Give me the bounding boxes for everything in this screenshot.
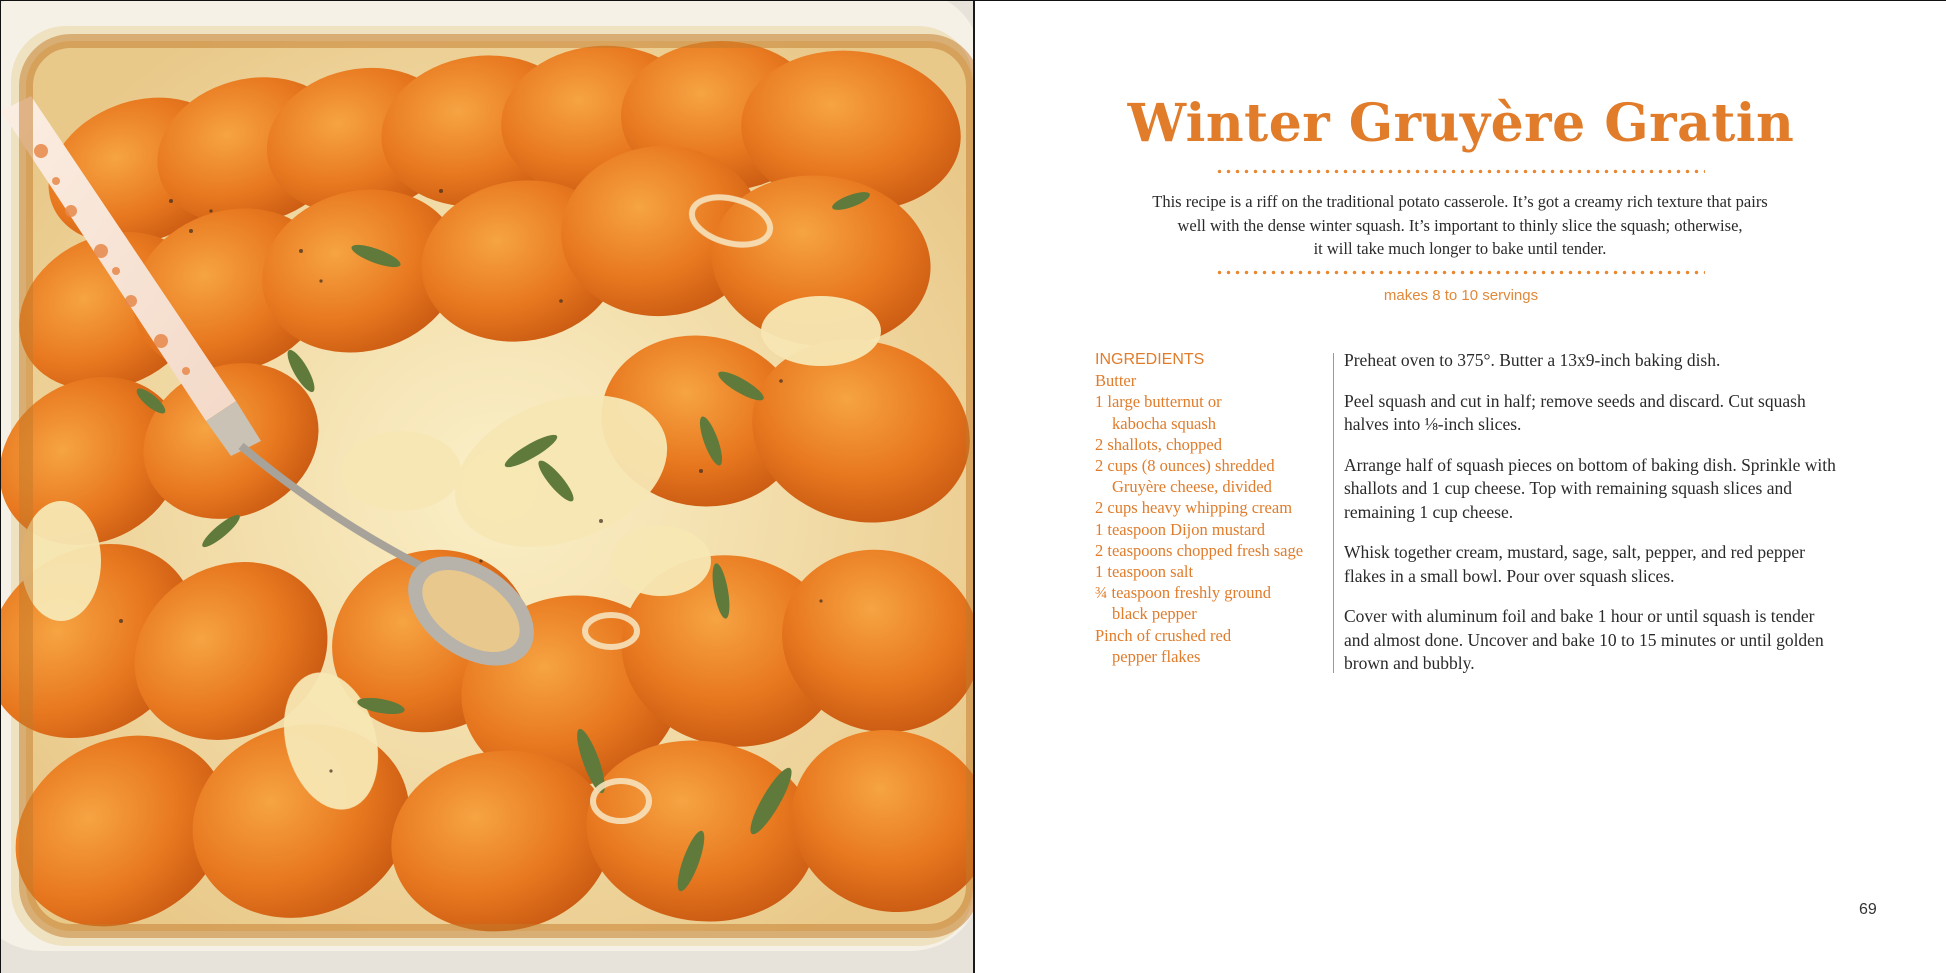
instruction-step: Cover with aluminum foil and bake 1 hour or until squash is tender and almost done. Uncover and bake 10 to 15 minutes or until golden brown and bubbly.	[1344, 606, 1824, 673]
dotted-divider-bottom	[1215, 270, 1705, 275]
dotted-divider-top	[1215, 169, 1705, 174]
instruction-step: Arrange half of squash pieces on bottom of baking dish. Sprinkle with shallots and 1 cup cheese. Top with remaining squash slices and remaining 1 cup cheese.	[1344, 454, 1836, 522]
ingredient-item: pepper flakes	[1112, 646, 1201, 666]
ingredient-item: 1 teaspoon Dijon mustard	[1095, 519, 1266, 539]
page-number: 69	[1859, 901, 1877, 918]
ingredient-item: 1 large butternut or	[1095, 392, 1222, 412]
column-divider	[1333, 353, 1334, 673]
ingredient-item: ¾ teaspoon freshly ground	[1095, 583, 1271, 603]
ingredient-item: 2 shallots, chopped	[1095, 434, 1222, 454]
ingredient-item: Pinch of crushed red	[1095, 625, 1232, 645]
recipe-title: Winter Gruyère Gratin	[1127, 93, 1795, 154]
gratin-illustration	[1, 1, 973, 973]
instruction-step: Whisk together cream, mustard, sage, salt, pepper, and red pepper flakes in a small bowl. Pour over squash slices.	[1344, 542, 1805, 586]
intro-line: well with the dense winter squash. It’s important to thinly slice the squash; otherwise,	[1177, 215, 1743, 235]
ingredients-list	[1095, 349, 1335, 667]
servings-text: makes 8 to 10 servings	[1383, 287, 1539, 304]
ingredient-item: Butter	[1095, 371, 1137, 391]
ingredient-item: 2 cups heavy whipping cream	[1095, 498, 1293, 518]
recipe-intro	[1115, 190, 1805, 261]
intro-line: This recipe is a riff on the traditional potato casserole. It’s got a creamy rich texture that pairs	[1152, 192, 1768, 211]
instruction-step: Peel squash and cut in half; remove seeds and discard. Cut squash halves into ⅛-inch slices.	[1344, 390, 1806, 434]
instructions	[1344, 349, 1844, 693]
ingredient-item: kabocha squash	[1112, 413, 1217, 433]
instruction-step: Preheat oven to 375°. Butter a 13x9-inch baking dish.	[1344, 350, 1721, 370]
recipe-photo	[1, 1, 973, 973]
ingredient-item: black pepper	[1112, 604, 1197, 624]
ingredient-item: 1 teaspoon salt	[1095, 562, 1194, 582]
ingredient-item: 2 cups (8 ounces) shredded	[1095, 456, 1275, 476]
intro-line: it will take much longer to bake until tender.	[1313, 239, 1607, 258]
ingredient-item: Gruyère cheese, divided	[1112, 477, 1272, 497]
ingredient-item: 2 teaspoons chopped fresh sage	[1095, 540, 1304, 560]
ingredients-heading: INGREDIENTS	[1095, 351, 1205, 368]
recipe-page	[975, 1, 1946, 973]
